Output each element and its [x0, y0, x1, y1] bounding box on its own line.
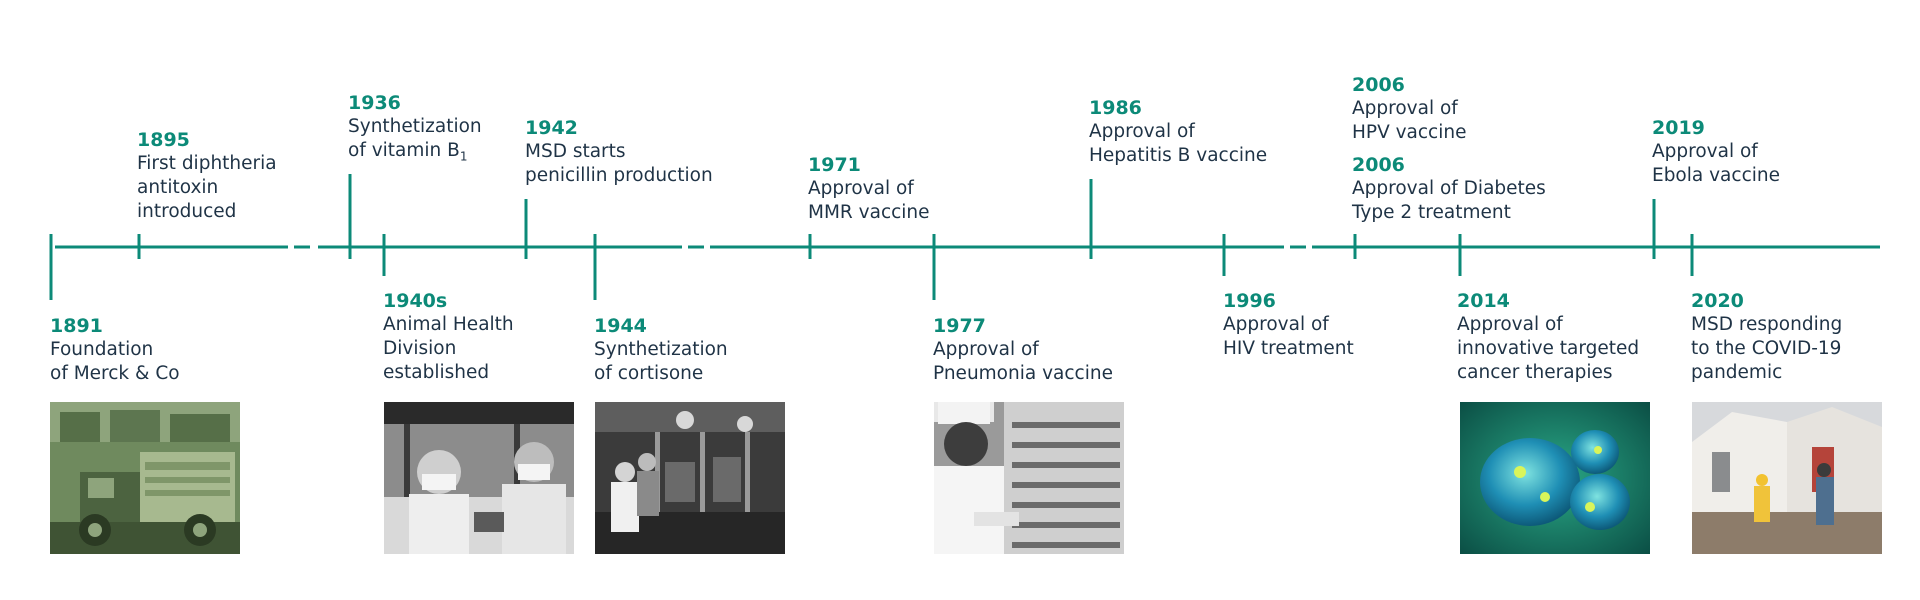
event-1996	[1223, 289, 1354, 361]
event-1977	[933, 314, 1113, 386]
event-year: 1986	[1089, 97, 1142, 119]
event-text-line: Hepatitis B vaccine	[1089, 145, 1268, 166]
event-text-line: Animal Health	[383, 314, 514, 335]
event-text-line: Approval of	[933, 339, 1039, 360]
event-text-line: Synthetization	[348, 116, 482, 137]
event-year: 1996	[1223, 290, 1276, 312]
event-text-line: MSD responding	[1691, 314, 1843, 335]
event-year: 1971	[808, 154, 861, 176]
event-1942	[525, 116, 713, 188]
lab-workers-masks-photo	[384, 402, 574, 554]
delivery-truck-photo	[50, 402, 240, 554]
event-year: 1891	[50, 315, 103, 337]
event-text-line: pandemic	[1691, 362, 1783, 383]
ebola-treatment-tents-photo	[1692, 402, 1882, 554]
event-text-line: Foundation	[50, 339, 154, 360]
event-year: 2006	[1352, 74, 1405, 96]
event-text-line: HIV treatment	[1223, 338, 1354, 359]
event-2014	[1457, 289, 1639, 385]
event-text-line: penicillin production	[525, 165, 713, 186]
event-text-line: to the COVID-19	[1691, 338, 1842, 359]
event-text-line: innovative targeted	[1457, 338, 1640, 359]
cancer-cell-photo	[1460, 402, 1650, 554]
event-2006-hpv	[1352, 73, 1466, 145]
event-text-line: Approval of	[808, 178, 914, 199]
event-text-line: Approval of	[1223, 314, 1329, 335]
event-year: 2019	[1652, 117, 1705, 139]
event-text-line: Approval of	[1652, 141, 1758, 162]
event-text-line: Pneumonia vaccine	[933, 363, 1113, 384]
event-2020	[1691, 289, 1842, 385]
scientist-vaccine-trays-photo	[934, 402, 1124, 554]
event-year: 1977	[933, 315, 986, 337]
event-text-line: of Merck & Co	[50, 363, 180, 384]
event-year: 2014	[1457, 290, 1510, 312]
event-text-line: Approval of Diabetes	[1352, 178, 1546, 199]
event-text-line: Approval of	[1089, 121, 1195, 142]
event-1944	[594, 314, 728, 386]
event-year: 2020	[1691, 290, 1744, 312]
event-2006-diabetes	[1352, 153, 1546, 225]
event-year: 1895	[137, 129, 190, 151]
subscript: 1	[459, 149, 468, 164]
event-year: 1942	[525, 117, 578, 139]
event-text-line	[348, 139, 482, 163]
event-text-line: Ebola vaccine	[1652, 165, 1780, 186]
event-2019	[1652, 116, 1780, 188]
event-1891	[50, 314, 180, 386]
event-text-line: of cortisone	[594, 363, 704, 384]
event-1936	[348, 91, 482, 163]
event-1986	[1089, 96, 1267, 168]
event-text-main: of vitamin B	[348, 140, 460, 161]
event-year: 1936	[348, 92, 401, 114]
event-text-line: antitoxin	[137, 177, 219, 198]
event-year: 2006	[1352, 154, 1405, 176]
event-text-line: HPV vaccine	[1352, 122, 1467, 143]
event-text-line: Synthetization	[594, 339, 728, 360]
event-text-line: MSD starts	[525, 141, 626, 162]
event-text-line: First diphtheria	[137, 153, 277, 174]
laboratory-equipment-photo	[595, 402, 785, 554]
event-year: 1944	[594, 315, 647, 337]
event-text-line: cancer therapies	[1457, 362, 1613, 383]
event-year: 1940s	[383, 290, 448, 312]
event-text-line: established	[383, 362, 490, 383]
event-text-line: MMR vaccine	[808, 202, 930, 223]
event-text-line: introduced	[137, 201, 237, 222]
event-text-line: Type 2 treatment	[1352, 202, 1511, 223]
event-1940s	[383, 289, 514, 385]
event-1971	[808, 153, 930, 225]
event-text-line: Division	[383, 338, 457, 359]
event-text-line: Approval of	[1457, 314, 1563, 335]
event-text-line: Approval of	[1352, 98, 1458, 119]
event-1895	[137, 128, 277, 224]
